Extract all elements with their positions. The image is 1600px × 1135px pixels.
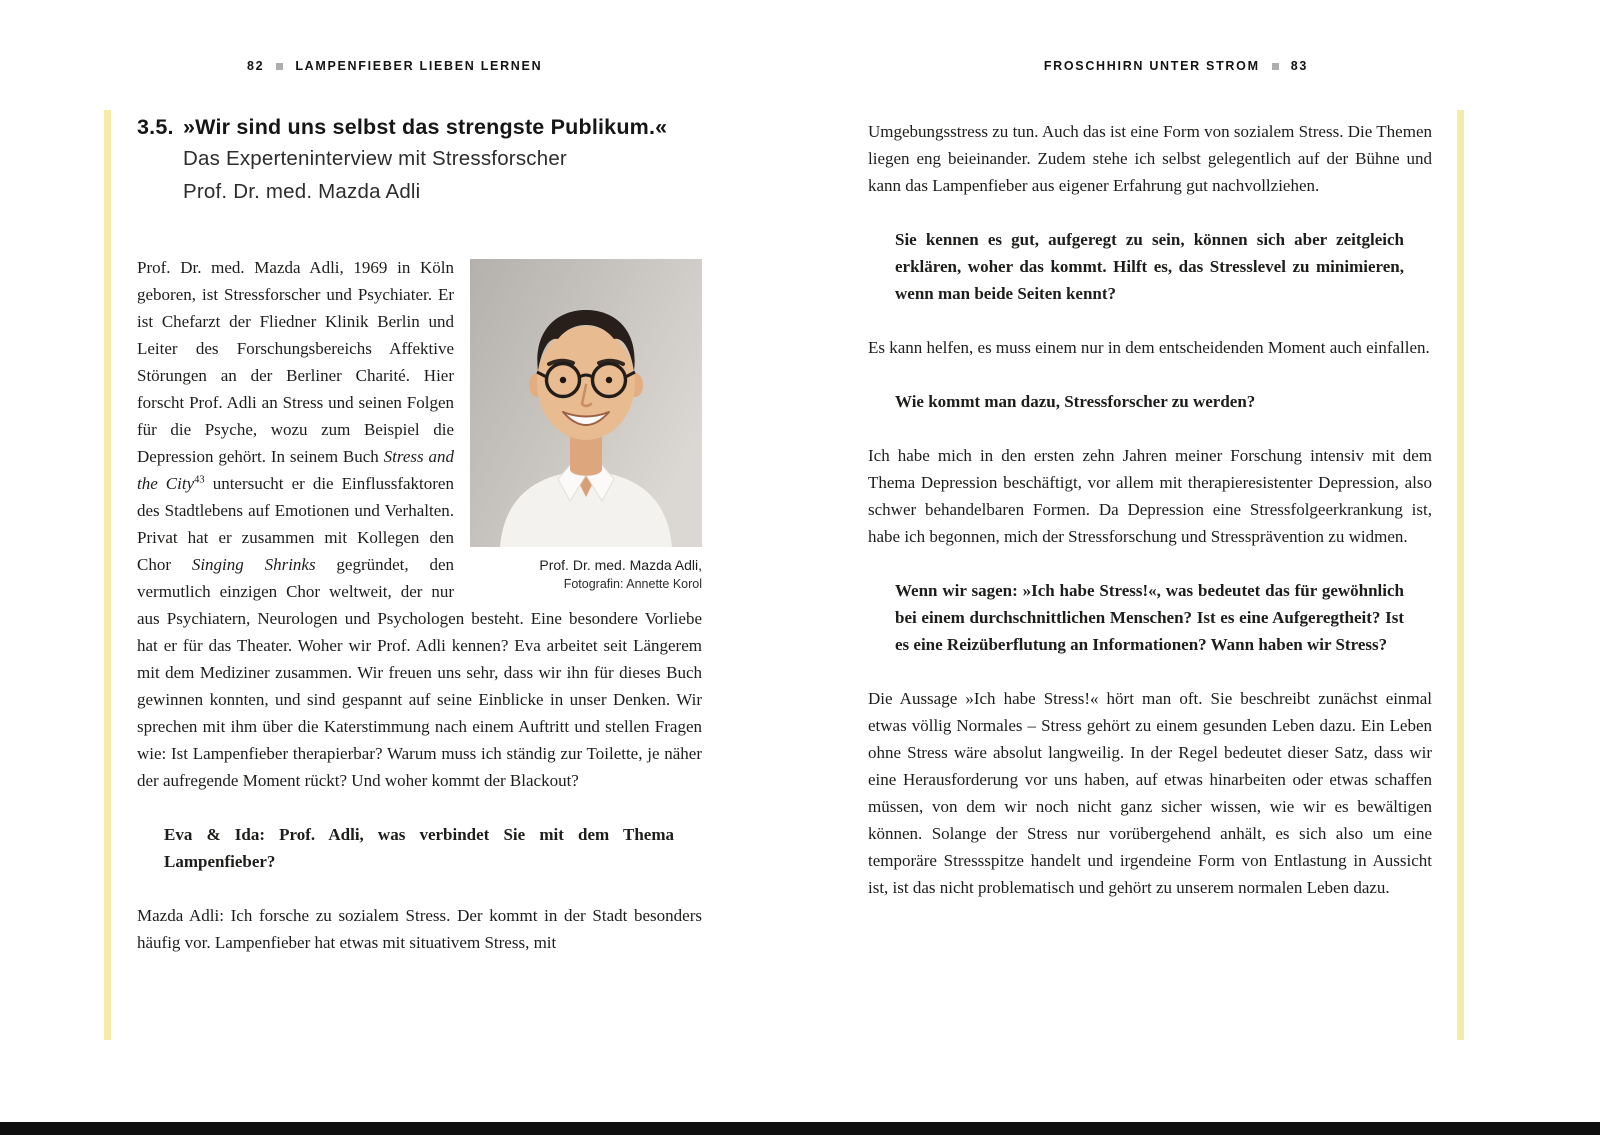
chapter-title: »Wir sind uns selbst das strengste Publikum.«: [183, 115, 668, 139]
interview-question-1: Eva & Ida: Prof. Adli, was verbindet Sie mit dem Thema Lampenfieber?: [164, 825, 674, 871]
chapter-number: 3.5.: [137, 115, 174, 139]
photo-caption-name: Prof. Dr. med. Mazda Adli,: [539, 557, 702, 573]
intro-text: Prof. Dr. med. Mazda Adli, 1969 in Köln geboren, ist Stressforscher und Psychiater. Er ist Chefarzt der Fliedner Klinik Berlin und Leiter des Forschungsbereichs Affektive Störungen an der Berliner Charité. Hier forscht Prof. Adli an Stress und seinen Folgen für die Psyche, wozu zum Beispiel die Depression gehört. In seinem Buch Stress and the City$^{43}$ untersucht er die Einflussfaktoren des Stadtlebens auf Emotionen und Verhalten. Privat hat er zusammen mit Kollegen den Chor Singing Shrinks gegründet, den vermutlich einzigen Chor weltweit, der nur aus Psychiatern, Neurologen und Psychologen besteht. Eine besondere Vorliebe hat er für das Theater. Woher wir Prof. Adli kennen? Eva arbeitet seit Längerem mit dem Mediziner zusammen. Wir freuen uns sehr, dass wir ihn für dieses Buch gewinnen konnten, und sind gespannt auf seine Einblicke in unser Denken. Wir sprechen mit ihm über die Katerstimmung nach einem Auftritt und stellen Fragen wie: Ist Lampenfieber therapierbar? Warum muss ich ständig zur Toilette, je näher der aufregende Moment rückt? Und woher kommt der Blackout?: [137, 258, 702, 790]
page-number-right: 83: [1290, 59, 1308, 73]
bottom-edge-bar: [0, 1122, 1600, 1135]
photo-caption-credit: Fotografin: Annette Korol: [563, 577, 702, 591]
page-edge-accent-right: [1457, 110, 1464, 1040]
photo-caption: [470, 556, 702, 594]
intro-paragraph: [137, 254, 702, 794]
portrait-figure: [470, 259, 702, 594]
interview-answer-1: Mazda Adli: Ich forsche zu sozialem Stress. Der kommt in der Stadt besonders häufig vor. Lampenfieber hat etwas mit situativem Stress, mit: [137, 906, 702, 952]
chapter-heading: [137, 112, 702, 208]
portrait-photo: [470, 259, 702, 547]
interview-answer-3: Ich habe mich in den ersten zehn Jahren meiner Forschung intensiv mit dem Thema Depression beschäftigt, vor allem mit therapieresistenter Depression, also schwer behandelbaren Formen. Da Depression eine Stressfolgeerkrankung ist, habe ich begonnen, mich der Stressforschung und Stressprävention zu widmen.: [868, 446, 1432, 546]
page-left: [137, 0, 702, 1135]
page-edge-accent-left: [104, 110, 111, 1040]
chapter-title-line: [137, 112, 702, 143]
running-head-title-left: LAMPENFIEBER LIEBEN LERNEN: [295, 59, 543, 73]
interview-question-2: Sie kennen es gut, aufgeregt zu sein, können sich aber zeitgleich erklären, woher das kommt. Hilft es, das Stresslevel zu minimieren, wenn man beide Seiten kennt?: [895, 230, 1404, 303]
square-separator-icon: [276, 63, 283, 70]
chapter-subtitle-line1: Das Experteninterview mit Stressforscher: [183, 147, 567, 170]
running-head-title-right: FROSCHHIRN UNTER STROM: [1043, 59, 1260, 73]
running-head-left: [247, 59, 542, 73]
chapter-subtitle-line2: Prof. Dr. med. Mazda Adli: [183, 179, 421, 203]
interview-answer-2: Es kann helfen, es muss einem nur in dem entscheidenden Moment auch einfallen.: [868, 338, 1430, 357]
square-separator-icon: [1272, 63, 1279, 70]
right-page-text: [868, 118, 1432, 901]
interview-answer-4: Die Aussage »Ich habe Stress!« hört man oft. Sie beschreibt zunächst einmal etwas völlig Normales – Stress gehört zu einem gesunden Leben dazu. Ein Leben ohne Stress wäre absolut langweilig. In der Regel bedeutet dieser Satz, dass wir eine Herausforderung vor uns haben, auf etwas hinarbeiten oder etwas schaffen müssen, von dem wir noch nicht ganz sicher wissen, wie wir es bewältigen können. Solange der Stress nur vorübergehend anhält, es sich also um eine temporäre Stressspitze handelt und irgendeine Form von Entlastung in Aussicht ist, ist das nicht problematisch und gehört zu unserem normalen Leben dazu.: [868, 689, 1432, 897]
interview-question-3: Wie kommt man dazu, Stressforscher zu werden?: [895, 392, 1256, 411]
page-right: [868, 0, 1432, 1135]
page-number-left: 82: [247, 59, 265, 73]
answer-continuation: Umgebungsstress zu tun. Auch das ist eine Form von sozialem Stress. Die Themen liegen eng beieinander. Zudem stehe ich selbst gelegentlich auf der Bühne und kann das Lampenfieber aus eigener Erfahrung gut nachvollziehen.: [868, 122, 1432, 195]
interview-question-4: Wenn wir sagen: »Ich habe Stress!«, was bedeutet das für gewöhnlich bei einem durchschnittlichen Menschen? Ist es eine Aufgeregtheit? Ist es eine Reizüberflutung an Informationen? Wann haben wir Stress?: [895, 581, 1404, 654]
running-head-right: [1044, 59, 1308, 73]
